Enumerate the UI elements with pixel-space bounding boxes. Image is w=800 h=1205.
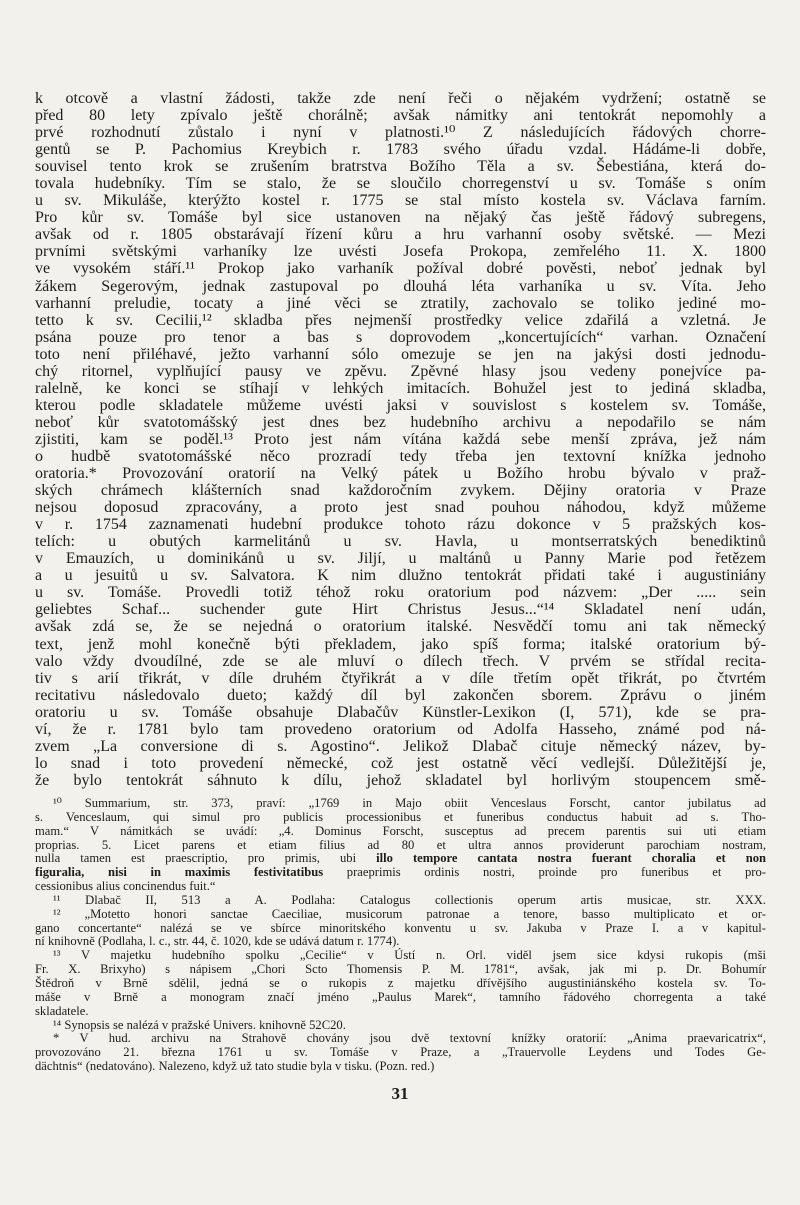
text-line: neboť kůr svatotomášský jest dnes bez hudebního archivu a nepodařilo se nám [35, 413, 766, 431]
text-line: tetto k sv. Cecilii,¹² skladba přes nejmenší prostředky velice zdařilá a vzletná. Je [35, 311, 766, 329]
footnote-text: gano concertante“ nalézá se ve sbírce minoritského konventu u sv. Jakuba v Praze I. a v kapitul- [35, 920, 766, 935]
footnote-line [35, 866, 766, 880]
text-line: kterou podle skladatele můžeme uvésti jaksi v souvislost s kostelem sv. Tomáše, [35, 396, 766, 414]
footnote-text: Štědroň v Brně sdělil, jedná se o rukopis z majetku dřívějšího augustiniánského kostela sv. To- [35, 975, 766, 990]
footnote-line [35, 852, 766, 866]
text-line: avšak zdá se, že se nejedná o oratorium italské. Nesvědčí tomu ani tak německý [35, 618, 766, 636]
footnote-text: praeprimis ordinis nostri, proinde pro funeribus et pro- [323, 865, 766, 880]
text-line: tovala hudebníky. Tím se stalo, že se sloučilo chorregenství u sv. Tomáše s oním [35, 175, 766, 193]
text-line: toto není přiléhavé, ježto varhanní sólo omezuje se jen na jakýsi dosti jednodu- [35, 345, 766, 363]
text-line: Pro kůr sv. Tomáše byl sice ustanoven na nějaký čas ještě řádový subregens, [35, 209, 766, 227]
footnote-line [35, 1046, 766, 1060]
text-line: prvními světskými varhaníky lze uvésti Josefa Prokopa, zemřelého 11. X. 1800 [35, 243, 766, 261]
text-line: oratoriu u sv. Tomáše obsahuje Dlabačův Künstler-Lexikon (I, 571), kde se pra- [35, 703, 766, 721]
footnote-text: skladatele. [35, 1003, 89, 1018]
text-line: valo vždy dvoudílné, zde se ale mluví o dílech třech. V prvém se střídal recita- [35, 652, 766, 670]
text-line: před 80 lety zpívalo ještě chorálně; avšak námitky ani tentokrát nepomohly a [35, 107, 766, 125]
footnote-line [35, 1005, 766, 1019]
footnote-text: mam.“ V námitkách se uvádí: „4. Dominus Forscht, susceptus ad precem parentis sui uti etiam [35, 823, 766, 838]
text-line: tiv s arií třikrát, v díle druhém čtyřikrát a v díle třetím opět třikrát, po čtvrtém [35, 669, 766, 687]
text-line: u sv. Tomáše. Provedli totiž téhož roku oratorium pod názvem: „Der ..... sein [35, 584, 766, 602]
footnote-line [35, 797, 766, 811]
text-line: recitativu následovalo dueto; každý díl byl zakončen sborem. Zprávu o jiném [35, 686, 766, 704]
text-line: zvem „La conversione di s. Agostino“. Jelikož Dlabač cituje německý název, by- [35, 737, 766, 755]
footnote-text: dächtnis“ (nedatováno). Nalezeno, když už tato studie byla v tisku. (Pozn. red.) [35, 1059, 435, 1074]
text-line: zjistiti, kam se poděl.¹³ Proto jest nám vítána každá sebe menší zpráva, jež nám [35, 430, 766, 448]
page-number: 31 [391, 1084, 409, 1103]
text-line: ralelně, ke konci se stíhají v lehkých imitacích. Bohužel jest to jediná skladba, [35, 379, 766, 397]
text-line: avšak od r. 1805 obstarávají řízení kůru a hru varhanní osoby světské. — Mezi [35, 226, 766, 244]
text-line: ských chrámech klášterních snad každoročním zvykem. Dějiny oratoria v Praze [35, 482, 766, 500]
text-line: u sv. Mikuláše, kterýžto kostel r. 1775 se stal místo kostela sv. Václava farním. [35, 192, 766, 210]
footnote-text: ¹⁰ Summarium, str. 373, praví: „1769 in Majo obiit Venceslaus Forscht, cantor jubilatus ad [53, 796, 766, 810]
text-line: žákem Segerovým, jednak zastupoval po dlouhá léta varhaníka u sv. Víta. Jeho [35, 277, 766, 295]
footnote-line [35, 922, 766, 936]
text-line: text, jenž mohl konečně býti překladem, jako spíš forma; italské oratorium bý- [35, 635, 766, 653]
footnote-text: ¹² „Motetto honori sanctae Caeciliae, musicorum patronae a tenore, basso multiplicato et or- [53, 906, 766, 921]
footnote-text: ¹¹ Dlabač II, 513 a A. Podlaha: Catalogus collectionis operum artis musicae, str. XXX. [53, 892, 766, 907]
footnote-text: ní knihovně (Podlaha, l. c., str. 44, č. 1020, kde se udává datum r. 1774). [35, 934, 400, 949]
footnote-line [35, 880, 766, 894]
text-line: geliebtes Schaf... suchender gute Hirt Christus Jesus...“¹⁴ Skladatel není udán, [35, 601, 766, 619]
text-line: k otcově a vlastní žádosti, takže zde není řeči o nějakém vydržení; ostatně se [35, 90, 766, 107]
footnote-text: Fr. X. Brixyho) s nápisem „Chori Scto Thomensis P. M. 1781“, avšak, jak mi p. Dr. Bohumír [35, 962, 766, 977]
text-line: prvé rozhodnutí zůstalo i nyní v platnosti.¹⁰ Z následujících řádových chorre- [35, 124, 766, 142]
footnote-line [35, 963, 766, 977]
text-line: souvisel tento krok se zrušením bratrstva Božího Těla a sv. Šebestiána, která do- [35, 158, 766, 176]
text-line: telích: u obutých karmelitánů u sv. Havla, u montserratských benediktinů [35, 533, 766, 551]
text-line: nejsou doposud zpracovány, a proto jest snad pouhou náhodou, když můžeme [35, 499, 766, 517]
footnote-line [35, 977, 766, 991]
footnote-line [35, 1019, 766, 1033]
text-line: že bylo tentokrát sáhnuto k dílu, jehož skladatel byl horlivým stoupencem smě- [35, 771, 766, 789]
footnote-text: ¹⁴ Synopsis se nalézá v pražské Univers. knihovně 52C20. [53, 1017, 346, 1032]
footnote-bold-text: figuralia, nisi in maximis festivitatibus [35, 865, 324, 880]
footnotes [35, 797, 766, 1074]
footnote-text: * V hud. archivu na Strahově chovány jsou dvě textovní knížky oratorií: „Anima praevaricatrix“, [53, 1031, 766, 1046]
footnote-line [35, 991, 766, 1005]
footnote-bold-text: illo tempore cantata nostra fuerant choralia et non [376, 851, 766, 866]
text-line: gentů se P. Pachomius Kreybich r. 1783 svého úřadu vzdal. Hádáme-li dobře, [35, 141, 766, 159]
text-line: oratoria.* Provozování oratorií na Velký pátek u Božího hrobu bývalo v praž- [35, 465, 766, 483]
footnote-line [35, 1032, 766, 1046]
text-line: chý ritornel, vyplňující pausy ve zpěvu. Zpěvné hlasy jsou vedeny ponejvíce pa- [35, 362, 766, 380]
text-line: o hudbě svatotomášské něco prozradí tedy třeba jen textovní knížka jednoho [35, 447, 766, 465]
footnote-text: ¹³ V majetku hudebního spolku „Cecilie“ v Ústí n. Orl. viděl jsem sice kdysi rukopis (mši [53, 948, 766, 963]
text-line: v r. 1754 zaznamenati hudební produkce tohoto rázu dokonce v 5 pražských kos- [35, 516, 766, 534]
text-line: lo snad i toto provedení německé, což jest ostatně věcí vedlejší. Důležitější je, [35, 754, 766, 772]
text-line: ví, že r. 1781 bylo tam provedeno oratorium od Adolfa Hasseho, známé pod ná- [35, 720, 766, 738]
footnote-text: máše v Brně a monogram značí jméno „Paulus Marek“, tamního řádového chorregenta a také [35, 989, 766, 1004]
footnote-line [35, 825, 766, 839]
footnote-text: proprias. 5. Licet parens et etiam filius ad 80 et ultra annos providerunt parochiam nostram, [35, 837, 766, 852]
footnote-line [35, 811, 766, 825]
footnote-text: s. Venceslaum, qui simul pro publicis processionibus et funeribus conductus habuit ad s. Tho- [35, 809, 766, 824]
footnote-text: nulla tamen est praescriptio, pro primis, ubi [35, 851, 377, 866]
text-line: v Emauzích, u dominikánů u sv. Jiljí, u maltánů u Panny Marie pod řetězem [35, 550, 766, 568]
footnote-line [35, 908, 766, 922]
body-text [35, 90, 766, 789]
footnote-text: cessionibus alius concinendus fuit.“ [35, 879, 216, 894]
footnote-line [35, 839, 766, 853]
text-line: varhanní preludie, tocaty a jiné věci se ztratily, zachovalo se toliko jediné mo- [35, 294, 766, 312]
footnote-line [35, 894, 766, 908]
footnote-line [35, 1060, 766, 1074]
text-line: a u jesuitů u sv. Salvatora. K nim dlužno tentokrát přidati také i augustiniány [35, 567, 766, 585]
text-line: psána pouze pro tenor a bas s doprovodem „koncertujících“ varhan. Označení [35, 328, 766, 346]
footnote-text: provozováno 21. března 1761 u sv. Tomáše v Praze, a „Trauervolle Leydens und Todes Ge- [35, 1045, 766, 1060]
footnote-line [35, 935, 766, 949]
footnote-line [35, 949, 766, 963]
text-line: ve vysokém stáří.¹¹ Prokop jako varhaník požíval dobré pověsti, neboť jednak byl [35, 260, 766, 278]
